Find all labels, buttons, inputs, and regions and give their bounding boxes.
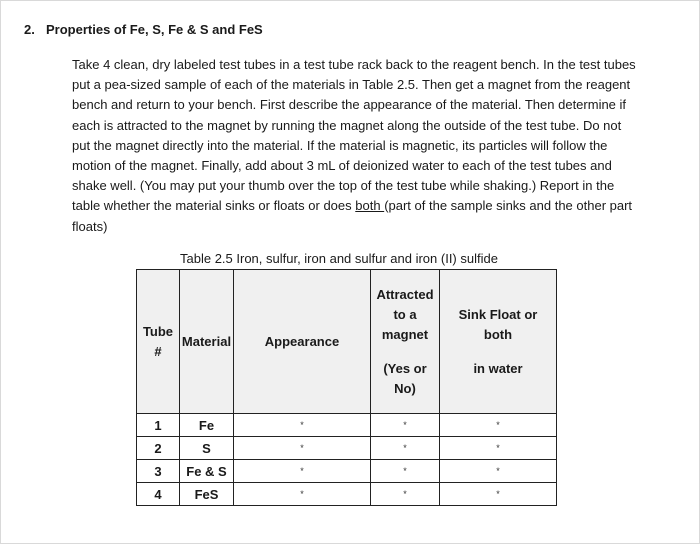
cell-tube: 2	[137, 437, 180, 460]
header-material: Material	[180, 270, 234, 414]
cell-sink-float[interactable]: *	[440, 460, 557, 483]
paragraph-line: put a pea-sized sample of each of the materials in Table 2.5. Then get a magnet from the reagent	[72, 77, 631, 93]
cell-appearance[interactable]: *	[234, 414, 371, 437]
instructions-paragraph	[72, 55, 672, 237]
header-sink-float: Sink Float or both in water	[440, 270, 557, 414]
header-appearance: Appearance	[234, 270, 371, 414]
cell-attracted[interactable]: *	[371, 414, 440, 437]
table-row	[137, 437, 557, 460]
cell-material: Fe & S	[180, 460, 234, 483]
underlined-both: both	[355, 198, 385, 214]
cell-tube: 3	[137, 460, 180, 483]
cell-attracted[interactable]: *	[371, 460, 440, 483]
paragraph-line: bench and return to your bench. First describe the appearance of the material. Then determine if	[72, 97, 627, 113]
cell-material: S	[180, 437, 234, 460]
paragraph-text: (part of the sample sinks and the other part	[384, 198, 633, 214]
cell-tube: 1	[137, 414, 180, 437]
paragraph-line: shake well. (You may put your thumb over the top of the test tube while shaking.) Report in the	[72, 178, 615, 194]
cell-material: FeS	[180, 483, 234, 506]
section-heading	[24, 22, 263, 37]
paragraph-text: table whether the material sinks or floats or does	[72, 198, 356, 214]
cell-appearance[interactable]: *	[234, 483, 371, 506]
cell-tube: 4	[137, 483, 180, 506]
cell-attracted[interactable]: *	[371, 483, 440, 506]
table-header-row	[137, 270, 557, 414]
cell-material: Fe	[180, 414, 234, 437]
paragraph-line: each is attracted to the magnet by running the magnet along the outside of the test tube. Do not	[72, 117, 622, 133]
table-row	[137, 483, 557, 506]
table-caption: Table 2.5 Iron, sulfur, iron and sulfur and iron (II) sulfide	[180, 251, 498, 266]
section-title: Properties of Fe, S, Fe & S and FeS	[46, 22, 263, 37]
section-number: 2.	[24, 22, 35, 37]
paragraph-line	[72, 196, 672, 216]
cell-sink-float[interactable]: *	[440, 483, 557, 506]
cell-attracted[interactable]: *	[371, 437, 440, 460]
table-row	[137, 460, 557, 483]
table-row	[137, 414, 557, 437]
cell-sink-float[interactable]: *	[440, 437, 557, 460]
header-tube: Tube #	[137, 270, 180, 414]
cell-appearance[interactable]: *	[234, 460, 371, 483]
cell-appearance[interactable]: *	[234, 437, 371, 460]
paragraph-line: put the magnet directly into the material. If the material is magnetic, its particles will follow the	[72, 137, 608, 153]
paragraph-line: Take 4 clean, dry labeled test tubes in a test tube rack back to the reagent bench. In the test tubes	[72, 57, 636, 72]
cell-sink-float[interactable]: *	[440, 414, 557, 437]
paragraph-line: floats)	[72, 218, 108, 234]
paragraph-line: motion of the magnet. Finally, add about 3 mL of deionized water to each of the test tubes and	[72, 158, 612, 174]
header-attracted: Attracted to a magnet (Yes or No)	[371, 270, 440, 414]
properties-table	[136, 269, 557, 506]
